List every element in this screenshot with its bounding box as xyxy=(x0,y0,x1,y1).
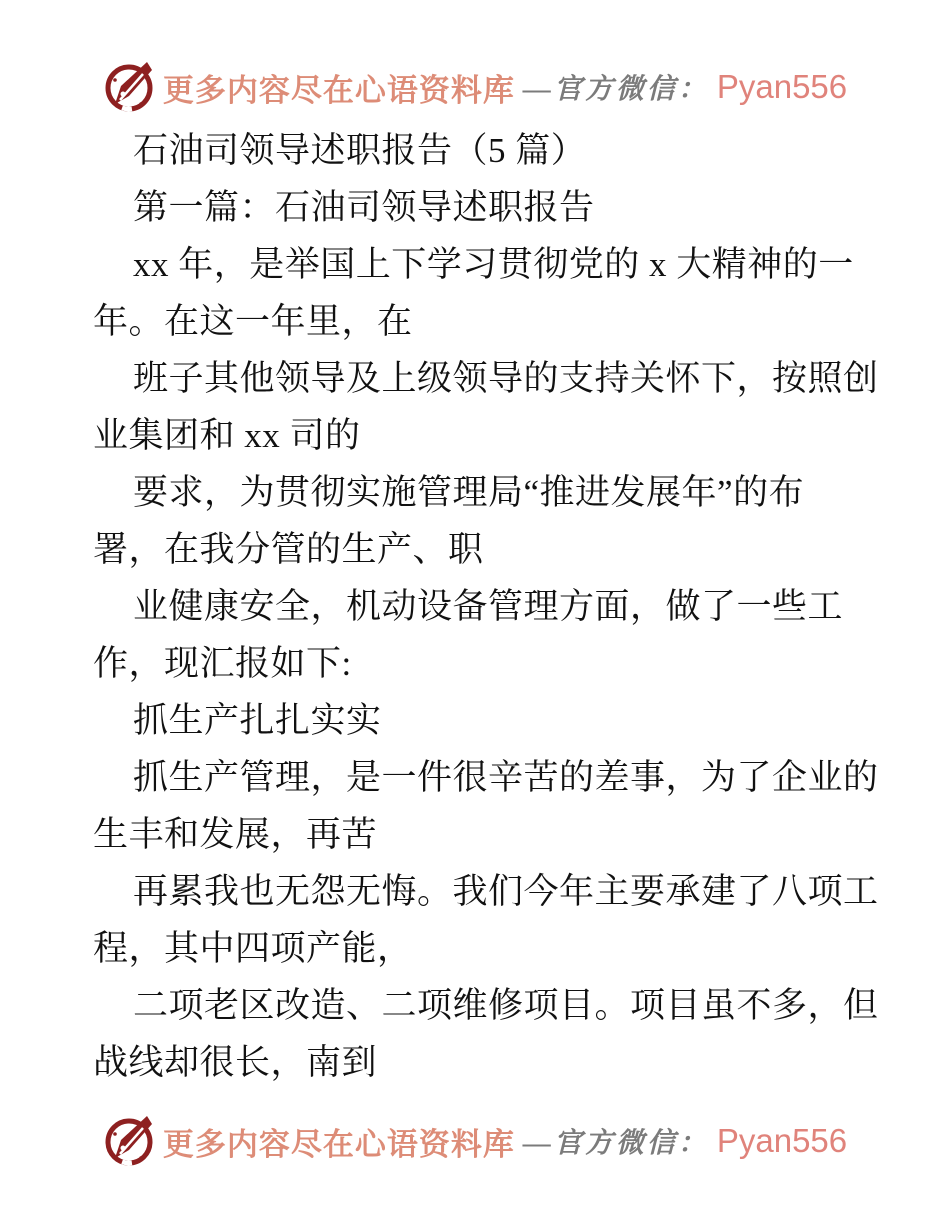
text-line: 抓生产管理，是一件很辛苦的差事，为了企业的 xyxy=(133,758,879,797)
pen-nib-logo-icon xyxy=(103,1114,155,1168)
wechat-id: Pyan556 xyxy=(716,68,848,105)
wechat-label: —官方微信： xyxy=(522,74,709,105)
wechat-id: Pyan556 xyxy=(716,1122,848,1159)
pen-nib-logo-icon xyxy=(103,60,155,114)
text-line: 要求，为贯彻实施管理局“推进发展年”的布 xyxy=(133,473,805,512)
text-line: 程，其中四项产能， xyxy=(93,929,413,968)
brand-text: 更多内容尽在心语资料库 xyxy=(162,72,515,108)
text-line: 年。在这一年里，在 xyxy=(93,302,413,341)
text-line: 战线却很长，南到 xyxy=(93,1043,378,1082)
text-line: 第一篇：石油司领导述职报告 xyxy=(133,188,595,227)
brand-text: 更多内容尽在心语资料库 xyxy=(162,1126,515,1162)
header-watermark xyxy=(0,60,950,114)
text-line: 班子其他领导及上级领导的支持关怀下，按照创 xyxy=(133,359,879,398)
text-line: 生丰和发展，再苦 xyxy=(93,815,378,854)
text-line: 再累我也无怨无悔。我们今年主要承建了八项工 xyxy=(133,872,879,911)
wechat-label: —官方微信： xyxy=(522,1128,709,1159)
document-body xyxy=(93,122,879,1091)
text-line: 作，现汇报如下: xyxy=(93,644,352,683)
text-line: 署，在我分管的生产、职 xyxy=(93,530,484,569)
footer-watermark xyxy=(0,1114,950,1168)
text-line: 业集团和 xx 司的 xyxy=(93,416,361,455)
text-line: xx 年，是举国上下学习贯彻党的 x 大精神的一 xyxy=(133,245,854,284)
document-title: 石油司领导述职报告（5 篇） xyxy=(133,131,587,170)
text-line: 抓生产扎扎实实 xyxy=(133,701,382,740)
text-line: 二项老区改造、二项维修项目。项目虽不多，但 xyxy=(133,986,879,1025)
text-line: 业健康安全，机动设备管理方面，做了一些工 xyxy=(133,587,844,626)
